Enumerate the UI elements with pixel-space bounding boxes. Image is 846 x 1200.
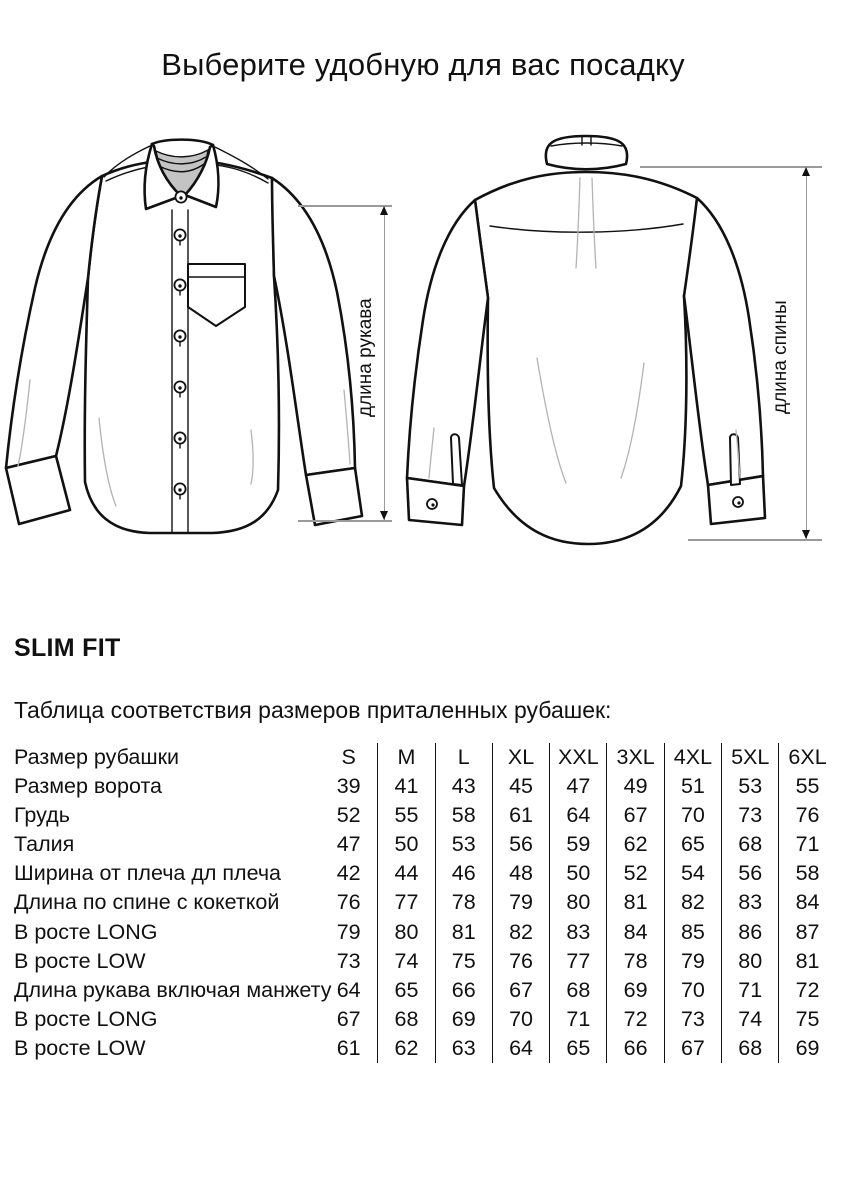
size-value: 45 — [492, 772, 549, 801]
shirt-back-left-sleeve — [407, 200, 488, 486]
size-value: 64 — [336, 977, 361, 1002]
dimension-tick-top — [298, 205, 392, 207]
size-value: 69 — [435, 1005, 492, 1034]
size-value: 79 — [336, 919, 361, 944]
size-value: M — [377, 743, 434, 772]
size-value: 83 — [549, 918, 606, 947]
size-value: 63 — [435, 1034, 492, 1063]
back-length-dimension — [640, 164, 826, 544]
row-label: Размер рубашки — [14, 745, 180, 769]
row-label: Длина рукава включая манжету — [14, 977, 332, 1002]
size-value: 68 — [377, 1005, 434, 1034]
dimension-line — [806, 168, 808, 539]
size-value: 62 — [606, 830, 663, 859]
size-value: 80 — [721, 947, 778, 976]
size-value: 48 — [492, 859, 549, 888]
size-value: 80 — [549, 888, 606, 917]
row-label: В росте LONG — [14, 919, 158, 944]
size-value: 3XL — [606, 743, 663, 772]
size-value: 75 — [778, 1005, 835, 1034]
size-value: 70 — [664, 976, 721, 1005]
size-value: 68 — [721, 1034, 778, 1063]
size-value: 70 — [492, 1005, 549, 1034]
size-value: 56 — [492, 830, 549, 859]
shirt-front-body — [85, 160, 279, 533]
dimension-line — [384, 207, 386, 520]
left-cuff-button — [427, 499, 437, 509]
back-length-label: длина спины — [770, 300, 791, 414]
size-value: 80 — [377, 918, 434, 947]
size-value: 69 — [778, 1034, 835, 1063]
size-value: 44 — [377, 859, 434, 888]
size-value: 47 — [549, 772, 606, 801]
row-label: В росте LONG — [14, 1006, 158, 1031]
size-value: 39 — [336, 774, 361, 799]
row-label: Длина по спине с кокеткой — [14, 890, 280, 915]
size-value: 81 — [778, 947, 835, 976]
sleeve-length-label: длина рукава — [355, 298, 376, 417]
size-value: 56 — [721, 859, 778, 888]
size-value: 73 — [336, 948, 361, 973]
size-value: 65 — [549, 1034, 606, 1063]
size-value: 67 — [606, 801, 663, 830]
size-value: 55 — [377, 801, 434, 830]
size-value: 79 — [492, 888, 549, 917]
row-label: Ширина от плеча дл плеча — [14, 861, 282, 886]
size-value: 65 — [377, 976, 434, 1005]
size-value: 78 — [435, 888, 492, 917]
arrow-down-icon — [380, 511, 388, 520]
size-value: 54 — [664, 859, 721, 888]
size-value: 79 — [664, 947, 721, 976]
size-value: 64 — [492, 1034, 549, 1063]
size-value: 84 — [778, 888, 835, 917]
size-value: 83 — [721, 888, 778, 917]
size-value: 51 — [664, 772, 721, 801]
size-value: 71 — [721, 976, 778, 1005]
sleeve-length-dimension — [298, 203, 394, 533]
size-value: 53 — [721, 772, 778, 801]
row-label: Размер ворота — [14, 774, 163, 799]
arrow-up-icon — [802, 167, 810, 176]
size-value: 71 — [778, 830, 835, 859]
arrow-down-icon — [802, 530, 810, 539]
size-value: 72 — [778, 976, 835, 1005]
row-label: Талия — [14, 832, 75, 857]
size-value: 76 — [492, 947, 549, 976]
size-value: 43 — [435, 772, 492, 801]
size-value: 69 — [606, 976, 663, 1005]
size-value: 4XL — [664, 743, 721, 772]
size-value: 84 — [606, 918, 663, 947]
arrow-up-icon — [380, 206, 388, 215]
size-value: S — [341, 745, 356, 769]
size-value: 82 — [492, 918, 549, 947]
size-value: 85 — [664, 918, 721, 947]
size-value: 68 — [549, 976, 606, 1005]
size-value: 75 — [435, 947, 492, 976]
size-value: 77 — [549, 947, 606, 976]
row-label: В росте LOW — [14, 1035, 146, 1060]
size-value: 55 — [778, 772, 835, 801]
size-value: 50 — [549, 859, 606, 888]
size-value: 73 — [664, 1005, 721, 1034]
size-value: 68 — [721, 830, 778, 859]
section-heading: SLIM FIT — [14, 634, 121, 662]
size-value: 74 — [377, 947, 434, 976]
dimension-tick-bottom — [298, 520, 392, 522]
size-table — [14, 743, 836, 1063]
size-value: 81 — [435, 918, 492, 947]
size-value: 52 — [336, 803, 361, 828]
size-value: 65 — [664, 830, 721, 859]
size-value: 41 — [377, 772, 434, 801]
size-value: 49 — [606, 772, 663, 801]
size-value: 53 — [435, 830, 492, 859]
size-value: 66 — [606, 1034, 663, 1063]
size-value: 67 — [664, 1034, 721, 1063]
dimension-tick-bottom — [688, 539, 822, 541]
row-label: Грудь — [14, 803, 70, 828]
size-value: 70 — [664, 801, 721, 830]
size-value: 87 — [778, 918, 835, 947]
size-value: 74 — [721, 1005, 778, 1034]
size-value: 71 — [549, 1005, 606, 1034]
size-value: 81 — [606, 888, 663, 917]
size-value: 67 — [336, 1006, 361, 1031]
size-value: 61 — [336, 1035, 361, 1060]
size-value: 73 — [721, 801, 778, 830]
size-value: 5XL — [721, 743, 778, 772]
size-value: 77 — [377, 888, 434, 917]
size-value: 67 — [492, 976, 549, 1005]
size-value: 78 — [606, 947, 663, 976]
size-value: 50 — [377, 830, 434, 859]
size-value: 52 — [606, 859, 663, 888]
size-value: 62 — [377, 1034, 434, 1063]
size-value: 64 — [549, 801, 606, 830]
size-value: XXL — [549, 743, 606, 772]
size-value: 6XL — [778, 743, 835, 772]
size-value: 82 — [664, 888, 721, 917]
section-subtitle: Таблица соответствия размеров приталенных рубашек: — [14, 697, 612, 723]
size-value: 76 — [336, 890, 361, 915]
size-value: 58 — [435, 801, 492, 830]
row-label: В росте LOW — [14, 948, 146, 973]
size-value: 59 — [549, 830, 606, 859]
size-value: 66 — [435, 976, 492, 1005]
dimension-tick-top — [640, 166, 822, 168]
size-value: 42 — [336, 861, 361, 886]
size-value: 76 — [778, 801, 835, 830]
size-value: 58 — [778, 859, 835, 888]
size-value: 47 — [336, 832, 361, 857]
back-collar — [546, 136, 627, 169]
size-value: 46 — [435, 859, 492, 888]
shirt-front-left-cuff — [6, 456, 70, 524]
size-value: 61 — [492, 801, 549, 830]
size-value: 86 — [721, 918, 778, 947]
size-value: L — [435, 743, 492, 772]
size-value: 72 — [606, 1005, 663, 1034]
page-title: Выберите удобную для вас посадку — [161, 47, 685, 82]
size-value: XL — [492, 743, 549, 772]
